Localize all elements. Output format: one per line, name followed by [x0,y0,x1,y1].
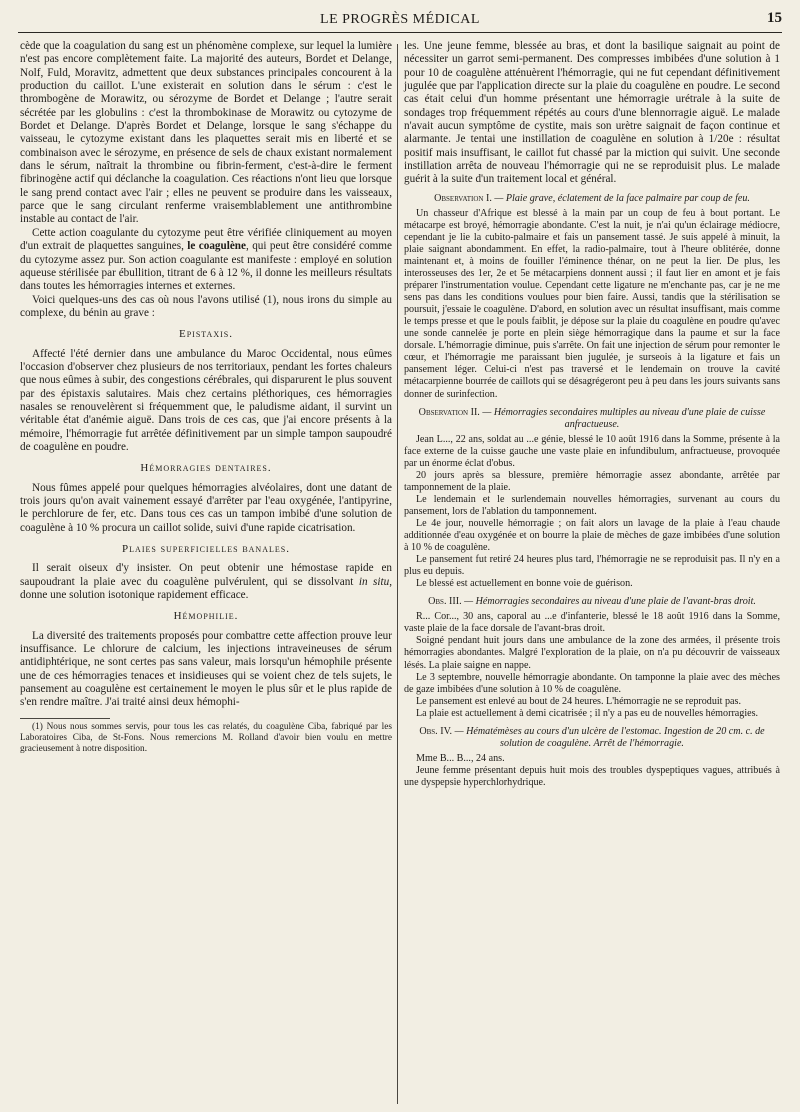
observation-title: — Plaie grave, éclatement de la face palmaire par coup de feu. [494,192,750,204]
observation-text: Le blessé est actuellement en bonne voie de guérison. [416,578,633,590]
text-run: Il serait oiseux d'y insister. On peut obtenir une hémostase rapide en saupoudrant la plaie avec du coagulène pulvérulent, qui se dissolvant [20,562,392,588]
observation-heading [404,193,780,205]
footnote-rule [20,718,110,719]
observation-text: Le lendemain et le surlendemain nouvelles hémorragies, survenant au cours du pansement, lors de l'ablation du tamponnement. [404,493,780,517]
left-column [20,40,392,755]
observation-text: Le pansement fut retiré 24 heures plus tard, l'hémorragie ne se reproduisit pas. Il n'y en a plus eu depuis. [404,554,780,578]
paragraph: La diversité des traitements proposés pour combattre cette affection prouve leur insuffisance. Le chlorure de calcium, les injections intraveineuses de sérum antidiphtérique, ne sont certes pas sans valeur, mais lorsqu'un hémophile présente une de ces hémorragies tenaces et insidieuses qui se voient chez de tels sujets, le pansement au coagulène est certainement le moyen le plus sûr et le plus rapide de s'en rendre maître. J'ai traité ainsi deux hémophi- [20,629,392,709]
text-run: , qui peut être considéré comme du cytozyme assez pur. Son action coagulante est manifeste : employé en solution aqueuse stérilisée par ébullition, titrant de 6 à 12 %, il donne les meilleurs résultats dans toutes les hémorragies internes et externes. [20,240,392,293]
observation-label: Obs. III. [428,596,462,608]
journal-title: LE PROGRÈS MÉDICAL [320,12,480,27]
observation-heading [404,407,780,431]
paragraph [20,562,392,602]
paragraph: cède que la coagulation du sang est un phénomène complexe, sur lequel la lumière n'est pas encore complètement faite. La majorité des auteurs, Bordet et Delange, Nolf, Fuld, Moravitz, admettent que deux substances principales concourent à la production du caillot. L'une existerait en solution dans le sérum : c'est le thrombogène de Morawitz, ou sérozyme de Bordet et Delange ; l'autre serait sécrétée par les globulins : c'est la thrombokinase de Morawitz ou cytozyme de Bordet et Delange. D'après Bordet et Delange, lorsque le sang s'échappe du vaisseau, le cytozyme existant dans les plaquettes serait mis en liberté et se combinaison avec le sérozyme, en présence de sels de chaux existant normalement dans le sérum, naîtrait la thrombine ou fibrin-ferment, c'est-à-dire le ferment fibrinogène actif qui déclanche la coagulation. Ces réactions n'ont lieu que lorsque le sang prend contact avec l'air ; elles ne peuvent se produire dans les vaisseaux, parce que le sang circulant renferme vraisemblablement une antithrombine instable au contact de l'air. [20,40,392,226]
running-header [18,6,782,33]
paragraph: les. Une jeune femme, blessée au bras, et dont la basilique saignait au point de nécessiter un garrot semi-permanent. Des compresses imbibées d'une solution à 1 pour 10 de coagulène atténuèrent l'hémorragie, qui ne fut cependant définitivement jugulée que par l'application directe sur la plaie du coagulène en poudre. Le second cas était celui d'un homme présentant une hémorragie urétrale à la suite de sondages trop fréquemment répétés au cours d'une blennorragie aiguë. Le malade n'avait aucun symptôme de cystite, mais son urètre saignait de façon continue et alarmante. Je tentai une instillation de coagulène en solution à 1/20e : résultat positif mais insuffisant, le caillot fut chassé par la miction qui suivit. Une seconde instillation arrêta de nouveau l'hémorragie qui ne se reproduisit plus. Le malade guérit à la suite d'un traitement local et général. [404,40,780,186]
text-run: , donne une solution isotonique rapidement efficace. [20,575,392,602]
section-heading-hemophilie: Hémophilie. [173,610,239,623]
observation-label: Obs. IV. [419,725,453,737]
observation-text: Le 4e jour, nouvelle hémorragie ; on fait alors un lavage de la plaie à l'eau chaude additionnée d'eau oxygénée et on bourre la plaie de mèches de gaze imbibées d'une solution à 10 % de coagulène. [404,518,780,554]
observation-heading [404,596,780,608]
paragraph [20,227,392,294]
footnote: (1) Nous nous sommes servis, pour tous les cas relatés, du coagulène Ciba, fabriqué par les Laboratoires Ciba, de St-Fons. Nous remercions M. Rolland d'avoir bien voulu en mettre gracieusement à notre disposition. [20,721,392,754]
section-heading-epistaxis: Epistaxis. [179,328,233,341]
observation-text: Le 3 septembre, nouvelle hémorragie abondante. On tamponne la plaie avec des mèches de gaze imbibées d'une solution à 10 % de coagulène. [404,671,780,695]
column-divider [397,44,398,1104]
section-heading-plaies: Plaies superficielles banales. [122,543,290,556]
observation-title: — Hématémèses au cours d'un ulcère de l'estomac. Ingestion de 20 cm. c. de solution de coagulène. Arrêt de l'hémorragie. [454,725,765,749]
right-column [404,40,780,789]
text-run: Cette action coagulante du cytozyme peut être vérifiée cliniquement au moyen d'un extrait de plaquettes sanguines, [20,226,392,253]
observation-text: Mme B... B..., 24 ans. [416,752,505,764]
observation-text: Jean L..., 22 ans, soldat au ...e génie, blessé le 10 août 1916 dans la Somme, présente à la face externe de la cuisse gauche une vaste plaie en infundibulum, anfractueuse, provoquée par un énorme éclat d'obus. [404,433,780,469]
observation-text: La plaie est actuellement à demi cicatrisée ; il n'y a pas eu de nouvelles hémorragies. [416,707,759,719]
section-heading-dentaires: Hémorragies dentaires. [140,462,272,475]
observation-text: Jeune femme présentant depuis huit mois des troubles dyspeptiques vagues, attribués à une dyspepsie hyperchlorhydrique. [404,764,780,788]
observation-label: Observation I. [434,192,492,204]
observation-heading [404,726,780,750]
paragraph: Voici quelques-uns des cas où nous l'avons utilisé (1), nous irons du simple au complexe, du bénin au grave : [20,293,392,319]
paragraph: Nous fûmes appelé pour quelques hémorragies alvéolaires, dont une datant de trois jours qu'on avait vainement essayé d'arrêter par l'eau oxygénée, l'antipyrine, le perchlorure de fer, etc. Dans tous ces cas un tampon imbibé d'une solution de coagulène à 10 % procura un caillot solide, suivi d'une rapide cicatrisation. [20,481,392,534]
observation-title: — Hémorragies secondaires au niveau d'une plaie de l'avant-bras droit. [464,596,756,608]
observation-text: R... Cor..., 30 ans, caporal au ...e d'infanterie, blessé le 18 août 1916 dans la Somme, vaste plaie de la face dorsale de l'avant-bras droit. [404,611,780,635]
observation-text: Un chasseur d'Afrique est blessé à la main par un coup de feu à bout portant. Le métacarpe est broyé, hémorragie abondante. C'est la nuit, je n'ai qu'un éclairage médiocre, cependant je lie la cubito-palmaire et fais un pansement tassé. Je suis appelé à minuit, la plaie saignant abondamment. En effet, la radio-palmaire, tout à l'heure oblitérée, donne maintenant et, à moins de fouiller l'éminence thénar, on ne peut la lier. De plus, les interosseuses des 1er, 2e et 5e métacarpiens donnent aussi ; il faut lier en amont et je fais préparer l'instrumentation voulue. Cependant cette ligature ne m'enchante pas, car je ne me sens pas dans les conditions voulues pour bien faire. Aussi, tandis que la stérilisation se poursuit, j'essaie le coagulène. D'abord, en solution avec un résultat insuffisant, mais comme le temps presse et que le pouls faiblit, je dépose sur la plaie du coagulène en poudre qu'avec une sonde cannelée je porte en plein siège hémorragique dans la paume et sur la face dorsale. L'hémorragie diminue, puis s'arrête. On fait une injection de sérum pour remonter le cœur, et l'hémorragie me paraissant bien jugulée, je surseois à la ligature et fais un pansement léger. Celui-ci n'est pas traversé et le lendemain on trouve la cavité métacarpienne bourrée de caillots qui se désagrégeront peu à peu dans les jours suivants sans donner de surinfection. [404,207,780,400]
observation-text: Soigné pendant huit jours dans une ambulance de la zone des armées, il présente trois hémorragies abondantes. Malgré l'exploration de la plaie, on n'a pu découvrir de vaisseaux lésés. La plaie saigne en nappe. [404,635,780,671]
page-number: 15 [767,10,782,26]
observation-text: 20 jours après sa blessure, première hémorragie assez abondante, arrêtée par tamponnement de la plaie. [404,469,780,493]
paragraph: Affecté l'été dernier dans une ambulance du Maroc Occidental, nous eûmes l'occasion d'observer chez plusieurs de nos territoriaux, pendant les fortes chaleurs que nous eûmes à subir, des congestions cérébrales, qui disparurent le plus souvent par des épistaxis salutaires. Mais chez certains pléthoriques, ces hémorragies nasales se renouvelèrent si fréquemment que, le paludisme aidant, il survint un véritable état d'anémie aiguë. Dans trois de ces cas, que j'ai encore présents à la mémoire, l'hémorragie fut arrêtée définitivement par un simple tampon saupoudré de coagulène en poudre. [20,347,392,453]
observation-title: — Hémorragies secondaires multiples au niveau d'une plaie de cuisse anfractueuse. [482,406,766,430]
observation-text: Le pansement est enlevé au bout de 24 heures. L'hémorragie ne se reproduit pas. [416,695,741,707]
bold-term: le coagulène [187,240,246,253]
observation-label: Observation II. [418,406,480,418]
italic-term: in situ [358,575,390,588]
